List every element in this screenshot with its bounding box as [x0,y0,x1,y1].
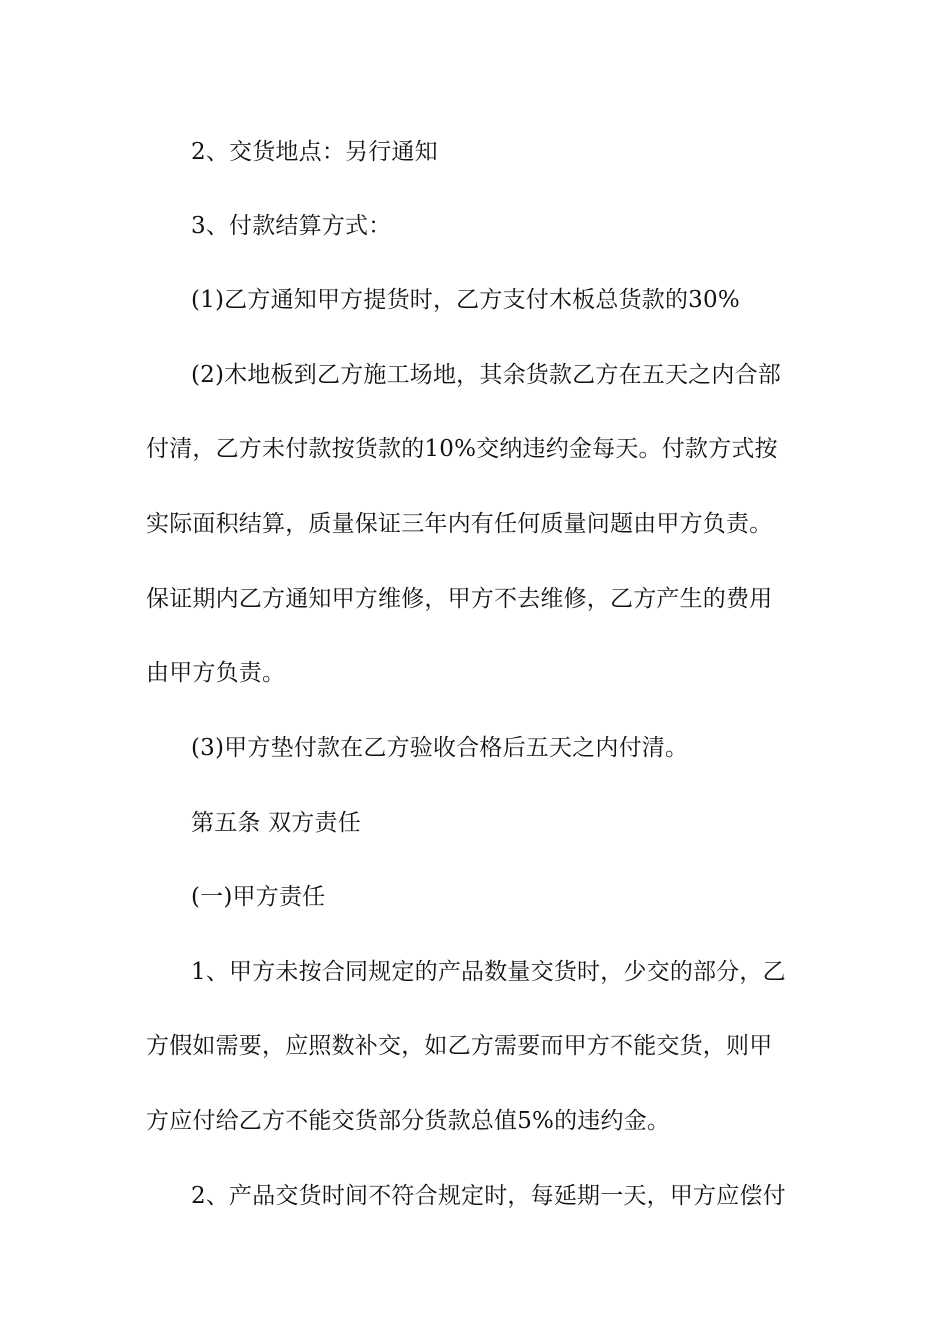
payment-method-heading: 3、付款结算方式： [191,213,392,239]
responsibility-1-line-2: 方假如需要，应照数补交，如乙方需要而甲方不能交货，则甲 [146,1033,773,1059]
delivery-location-line: 2、交货地点：另行通知 [191,139,438,165]
responsibility-2-line-1: 2、产品交货时间不符合规定时，每延期一天，甲方应偿付 [191,1183,786,1209]
article-five-heading: 第五条 双方责任 [191,810,361,836]
party-a-responsibility-heading: (一)甲方责任 [191,884,326,910]
payment-clause-2-line-3: 实际面积结算，质量保证三年内有任何质量问题由甲方负责。 [146,511,773,537]
payment-clause-1: (1)乙方通知甲方提货时，乙方支付木板总货款的30% [191,287,740,313]
payment-clause-2-line-4: 保证期内乙方通知甲方维修，甲方不去维修，乙方产生的费用 [146,586,773,612]
responsibility-1-line-1: 1、甲方未按合同规定的产品数量交货时，少交的部分，乙 [191,959,786,985]
payment-clause-2-line-2: 付清，乙方未付款按货款的10%交纳违约金每天。付款方式按 [146,436,778,462]
payment-clause-3: (3)甲方垫付款在乙方验收合格后五天之内付清。 [191,735,689,761]
payment-clause-2-line-5: 由甲方负责。 [146,660,286,686]
payment-clause-2-line-1: (2)木地板到乙方施工场地，其余货款乙方在五天之内合部 [191,362,781,388]
responsibility-1-line-3: 方应付给乙方不能交货部分货款总值5%的违约金。 [146,1108,671,1134]
